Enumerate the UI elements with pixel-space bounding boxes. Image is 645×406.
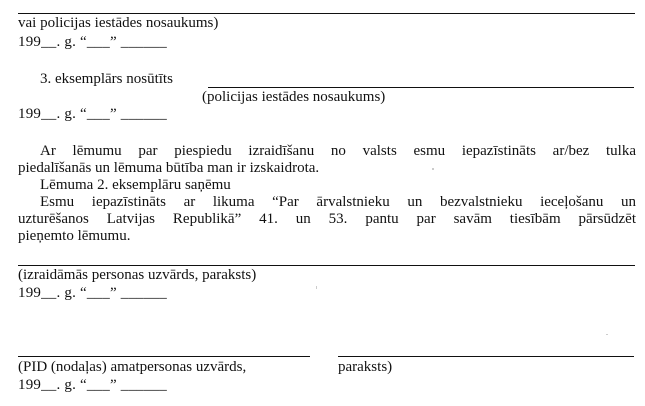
person-signature-line [18,265,635,266]
copy3-label: 3. eksemplārs nosūtīts [40,71,173,87]
scan-speck [606,334,608,335]
copy3-caption: (policijas iestādes nosaukums) [202,89,386,105]
official-caption-left: (PID (nodaļas) amatpersonas uzvārds, [18,359,247,375]
top-caption: vai policijas iestādes nosaukums) [18,15,219,31]
official-caption-right: paraksts) [338,359,393,375]
top-date: 199__. g. “___” ______ [18,34,167,50]
body-p3-line3: pieņemto lēmumu. [18,228,131,244]
official-signature-line [338,356,634,357]
top-signature-line [18,13,635,14]
person-date: 199__. g. “___” ______ [18,285,167,301]
body-p3-line2: uzturēšanos Latvijas Republikā” 41. un 53. pantu par savām tiesībām pārsūdzēt [18,211,636,227]
copy3-date: 199__. g. “___” ______ [18,106,167,122]
scan-speck [432,168,434,170]
official-date: 199__. g. “___” ______ [18,377,167,393]
official-name-line [18,356,310,357]
person-caption: (izraidāmās personas uzvārds, paraksts) [18,267,257,283]
notice-body [18,143,636,245]
body-p1-line2: piedalīšanās un lēmuma būtība man ir izskaidrota. [18,160,320,176]
copy3-line [208,87,634,88]
body-p1-line1: Ar lēmumu par piespiedu izraidīšanu no valsts esmu iepazīstināts ar/bez tulka [40,143,636,159]
body-p3-line1: Esmu iepazīstināts ar likuma “Par ārvalstnieku un bezvalstnieku ieceļošanu un [40,194,636,210]
scan-speck [316,286,317,289]
body-p2: Lēmuma 2. eksemplāru saņēmu [40,177,231,193]
